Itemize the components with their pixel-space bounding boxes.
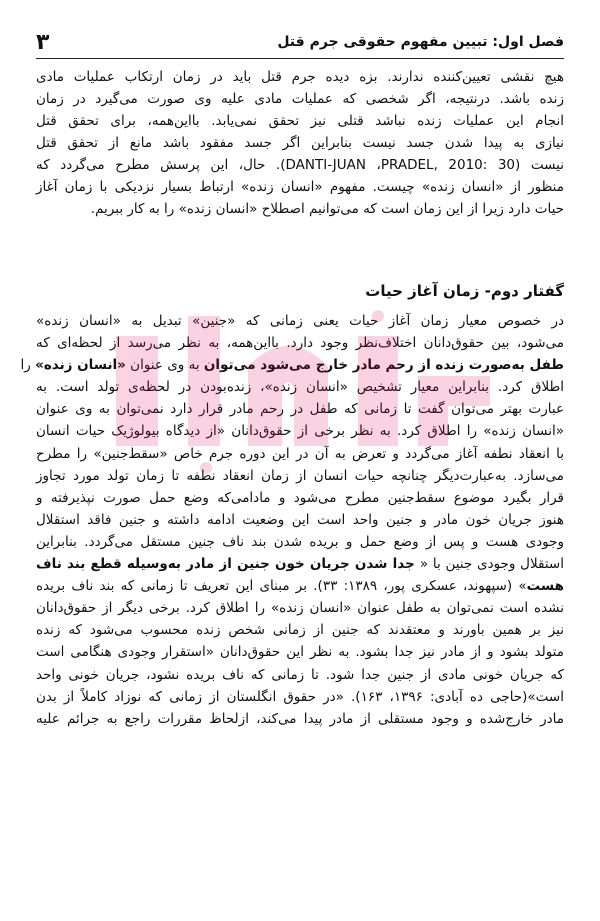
text-line: اطلاق کرد. بنابراین معیار تشخیص «انسان زنده»، زنده‌بودن در لحظه‌ی تولد است. به [36, 379, 564, 396]
paragraph-intro [36, 66, 564, 220]
text-line: قرار بگیرد موضوع سقط‌جنین مطرح می‌شود و مادامی‌که وضع حمل صورت نپذیرفته و [36, 489, 564, 506]
paragraph-start-of-life [20, 310, 564, 730]
text-line: عبارت بهتر می‌توان گفت تا زمانی که طفل در رحم مادر قرار دارد نمی‌توان به وی عنوان [36, 401, 564, 418]
text-line: زنده باشد. درنتیجه، اگر شخصی که عملیات مادی علیه وی صورت می‌گیرد در زمان [36, 91, 564, 107]
bold-phrase: جدا شدن جریان خون جنین از مادر به‌وسیله قطع بند ناف [36, 556, 420, 573]
text-line: منظور از «انسان زنده» چیست. مفهوم «انسان زنده» ارتباط بسیار نزدیکی با زمان آغاز [36, 179, 564, 195]
text-line [36, 553, 564, 575]
text-line: نیز بر همین باورند و معتقدند که جنین از زمانی شخص زنده محسوب می‌شود که زنده [36, 622, 564, 639]
text-line: مادر خارج‌شده و وجود مستقلی از مادر پیدا می‌کند، ازلحاظ مقررات راجع به جرائم علیه [36, 710, 564, 727]
text-line [36, 575, 564, 597]
text-line: انجام این عملیات زنده نباشد قتلی نیز تحقق نمی‌یابد. بااین‌همه، برای تحقق قتل [36, 113, 564, 129]
header-divider [36, 58, 564, 59]
text-line: نشده است نمی‌توان به طفل عنوان «انسان زنده» را اطلاق کرد. برخی دیگر از حقوق‌دانان [36, 600, 564, 617]
text-line: متولد بشود و از مادر نیز جدا بشود. به نظر این حقوق‌دانان «استقرار وجودی هنگامی است [36, 644, 564, 661]
text-line: نیست (DANTI-JUAN ،PRADEL, 2010: 30). حال، این پرسش مطرح می‌گردد که [36, 157, 564, 173]
text-line [20, 354, 564, 376]
bold-phrase: هست [526, 578, 564, 595]
text-line: که جریان خونی مادی از جنین جدا شود. تا زمانی که ناف بریده نشود، جریان خونی واحد [36, 666, 564, 683]
text-line: در خصوص معیار زمان آغاز حیات یعنی زمانی که «جنین» تبدیل به «انسان زنده» [36, 313, 564, 329]
text-run: » (سپهوند، عسکری پور، ۱۳۸۹: ۳۳). بر مبنای این تعریف تا زمانی که بند ناف بریده [36, 578, 527, 595]
chapter-title: فصل اول: تبیین مفهوم حقوقی جرم قتل [277, 34, 564, 50]
text-line: می‌شود، بین حقوق‌دانان اختلاف‌نظر وجود دارد. بااین‌همه، به نظر می‌رسد از لحظه‌ای که [36, 335, 564, 352]
text-line: هنوز جریان خون مادر و جنین واحد است این وضعیت ادامه داشته و جنین فاقد استقلال [36, 511, 564, 528]
text-run: استقلال وجودی جنین با « [419, 556, 564, 573]
text-line: وجودی هست و پس از وضع حمل و بریده شدن بند ناف جنین مستقل می‌گردد. بنابراین [36, 533, 564, 550]
bold-phrase: طفل به‌صورت زنده از رحم مادر خارج می‌شود می‌توان [203, 357, 564, 374]
page-header [36, 30, 564, 60]
section-heading: گفتار دوم- زمان آغاز حیات [365, 282, 564, 300]
page-number: ۳ [36, 30, 50, 55]
text-line: با انعقاد نطفه آغاز می‌گردد و تعرض به آن در این دوره جرم خاص «سقط‌جنین» را مطرح [36, 445, 564, 462]
text-line: نیازی به پیدا شدن جسد نیست بنابراین اگر جسد مفقود باشد مانع از تحقق قتل [36, 135, 564, 151]
text-line: «انسان زنده» را اطلاق کرد. به نظر برخی از حقوق‌دانان «از دیدگاه بیولوژیک حیات انسان [36, 423, 564, 440]
text-line: است»(حاجی ده آبادی: ۱۳۹۶، ۱۶۳). «در حقوق انگلستان از زمانی که نوزاد کاملاً از بدن [36, 688, 564, 705]
bold-phrase: «انسان زنده» [35, 357, 126, 374]
text-run: را [20, 357, 36, 374]
text-line: می‌سازد. به‌عبارت‌دیگر چنانچه حیات انسان از زمان انعقاد نطفه تا زمان تولد مورد تجاوز [36, 467, 564, 484]
text-run: به وی عنوان [125, 357, 204, 374]
text-line: هیچ نقشی تعیین‌کننده ندارند. بزه دیده جرم قتل باید در زمان ارتکاب عملیات مادی [36, 69, 564, 85]
text-line: حیات دارد زیرا از این زمان است که می‌توانیم اصطلاح «انسان زنده» را به کار ببریم. [90, 201, 564, 217]
